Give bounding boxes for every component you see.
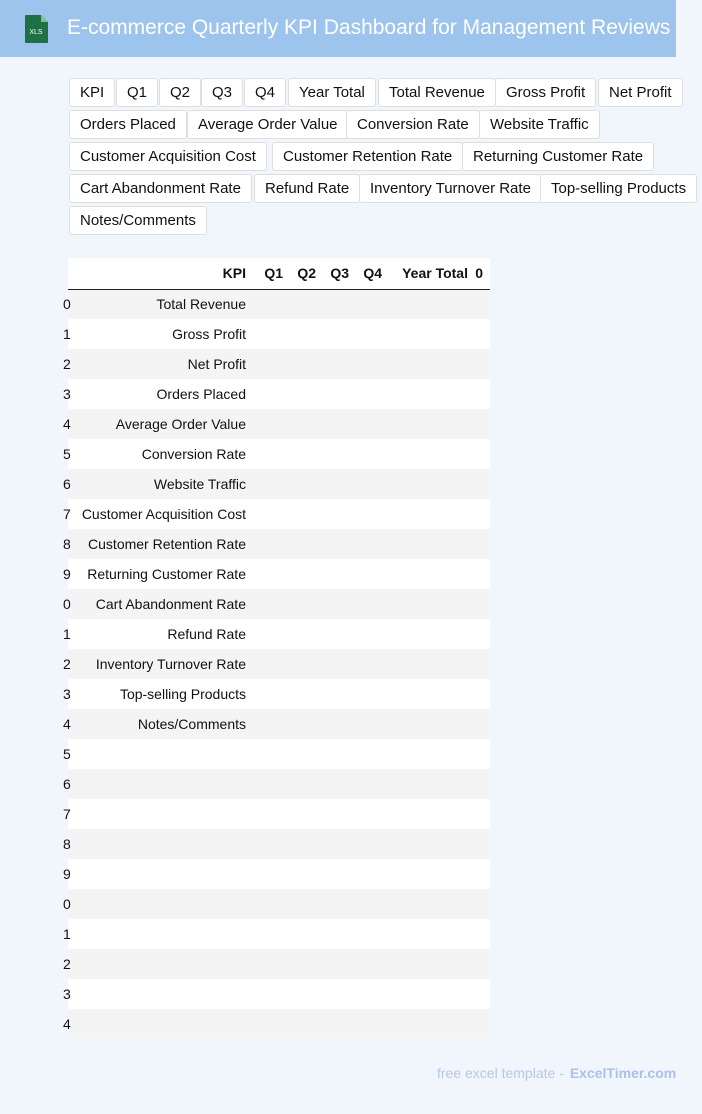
- value-cell: [349, 919, 382, 949]
- value-cell: [316, 829, 349, 859]
- row-index-label: 9: [63, 566, 71, 582]
- kpi-cell: Average Order Value: [115, 416, 246, 432]
- value-cell: [468, 859, 490, 889]
- table-row: [68, 499, 490, 529]
- value-cell: [349, 619, 382, 649]
- value-cell: [316, 469, 349, 499]
- kpi-cell: [74, 949, 250, 979]
- table-row: [68, 1009, 490, 1039]
- value-cell: [283, 979, 316, 1009]
- value-cell: [382, 529, 468, 559]
- value-cell: [468, 589, 490, 619]
- value-cell: [316, 409, 349, 439]
- kpi-table: [63, 258, 490, 1039]
- row-index-label: 0: [63, 896, 71, 912]
- kpi-cell: Conversion Rate: [141, 446, 246, 462]
- table-row: [68, 979, 490, 1009]
- kpi-cell: [74, 799, 250, 829]
- value-cell: [283, 559, 316, 589]
- value-cell: [382, 949, 468, 979]
- row-index-label: 8: [63, 536, 71, 552]
- value-cell: [349, 589, 382, 619]
- kpi-cell: Gross Profit: [172, 326, 246, 342]
- value-cell: [283, 439, 316, 469]
- value-cell: [250, 859, 283, 889]
- value-cell: [316, 889, 349, 919]
- value-cell: [250, 889, 283, 919]
- value-cell: [349, 949, 382, 979]
- value-cell: [316, 739, 349, 769]
- value-cell: [250, 379, 283, 409]
- value-cell: [349, 649, 382, 679]
- value-cell: [349, 439, 382, 469]
- value-cell: [468, 649, 490, 679]
- table-row: [68, 919, 490, 949]
- tag-gross-profit[interactable]: Gross Profit: [495, 78, 596, 107]
- row-index-label: 1: [63, 626, 71, 642]
- row-index-label: 8: [63, 836, 71, 852]
- value-cell: [250, 649, 283, 679]
- value-cell: [316, 589, 349, 619]
- kpi-cell: [74, 979, 250, 1009]
- value-cell: [250, 469, 283, 499]
- value-cell: [349, 739, 382, 769]
- value-cell: [283, 409, 316, 439]
- value-cell: [283, 769, 316, 799]
- value-cell: [349, 379, 382, 409]
- table-row: [68, 589, 490, 619]
- value-cell: [349, 319, 382, 349]
- kpi-cell: [74, 829, 250, 859]
- value-cell: [382, 649, 468, 679]
- value-cell: [382, 499, 468, 529]
- value-cell: [468, 949, 490, 979]
- value-cell: [468, 409, 490, 439]
- value-cell: [250, 919, 283, 949]
- table-row: [68, 649, 490, 679]
- column-header: 0: [468, 258, 490, 289]
- value-cell: [250, 829, 283, 859]
- kpi-cell: [74, 1009, 250, 1039]
- value-cell: [316, 529, 349, 559]
- table-row: [68, 889, 490, 919]
- value-cell: [250, 589, 283, 619]
- value-cell: [316, 559, 349, 589]
- value-cell: [283, 469, 316, 499]
- footer-brand-link[interactable]: ExcelTimer.com: [569, 1065, 677, 1081]
- table-row: [68, 619, 490, 649]
- value-cell: [382, 799, 468, 829]
- kpi-cell: Total Revenue: [156, 296, 246, 313]
- value-cell: [468, 829, 490, 859]
- value-cell: [349, 529, 382, 559]
- value-cell: [250, 769, 283, 799]
- table-row: [68, 409, 490, 439]
- table-row: [68, 829, 490, 859]
- value-cell: [283, 709, 316, 739]
- value-cell: [316, 859, 349, 889]
- page-header: [0, 0, 676, 57]
- value-cell: [316, 499, 349, 529]
- row-index-label: 7: [63, 506, 71, 522]
- table-row: [68, 349, 490, 379]
- value-cell: [283, 619, 316, 649]
- value-cell: [468, 349, 490, 379]
- value-cell: [382, 979, 468, 1009]
- row-index-label: 0: [63, 296, 71, 313]
- value-cell: [382, 349, 468, 379]
- value-cell: [349, 499, 382, 529]
- value-cell: [382, 889, 468, 919]
- tag-refund-rate[interactable]: Refund Rate: [254, 174, 360, 203]
- row-index-label: 4: [63, 416, 71, 432]
- value-cell: [349, 799, 382, 829]
- value-cell: [283, 289, 316, 319]
- tag-notes-comments[interactable]: Notes/Comments: [69, 206, 207, 235]
- tag-q2[interactable]: Q2: [159, 78, 201, 107]
- tag-website-traffic[interactable]: Website Traffic: [479, 110, 600, 139]
- row-index-label: 2: [63, 656, 71, 672]
- value-cell: [316, 799, 349, 829]
- tag-q1[interactable]: Q1: [116, 78, 158, 107]
- value-cell: [250, 1009, 283, 1039]
- value-cell: [250, 799, 283, 829]
- kpi-cell: [74, 769, 250, 799]
- row-index-label: 0: [63, 596, 71, 612]
- value-cell: [316, 649, 349, 679]
- value-cell: [382, 1009, 468, 1039]
- table-row: [68, 319, 490, 349]
- value-cell: [283, 589, 316, 619]
- value-cell: [283, 889, 316, 919]
- value-cell: [468, 739, 490, 769]
- value-cell: [468, 889, 490, 919]
- table-row: [68, 379, 490, 409]
- value-cell: [468, 289, 490, 319]
- value-cell: [382, 439, 468, 469]
- value-cell: [283, 649, 316, 679]
- value-cell: [316, 769, 349, 799]
- tag-returning-customer-rate[interactable]: Returning Customer Rate: [462, 142, 654, 171]
- value-cell: [349, 1009, 382, 1039]
- value-cell: [468, 319, 490, 349]
- value-cell: [382, 919, 468, 949]
- value-cell: [316, 1009, 349, 1039]
- value-cell: [250, 349, 283, 379]
- value-cell: [316, 949, 349, 979]
- value-cell: [283, 799, 316, 829]
- value-cell: [468, 379, 490, 409]
- tag-customer-acquisition-cost[interactable]: Customer Acquisition Cost: [69, 142, 267, 171]
- kpi-cell: [74, 739, 250, 769]
- row-index-label: 6: [63, 476, 71, 492]
- footer-text: free excel template -: [437, 1065, 564, 1081]
- value-cell: [468, 979, 490, 1009]
- kpi-cell: Website Traffic: [153, 476, 246, 492]
- row-index-label: 4: [63, 716, 71, 732]
- row-index-label: 3: [63, 686, 71, 702]
- table-row: [68, 559, 490, 589]
- value-cell: [250, 679, 283, 709]
- kpi-cell: Refund Rate: [167, 626, 246, 642]
- value-cell: [283, 859, 316, 889]
- kpi-cell: Customer Acquisition Cost: [81, 506, 246, 522]
- value-cell: [283, 319, 316, 349]
- value-cell: [250, 739, 283, 769]
- kpi-cell: Customer Retention Rate: [88, 536, 246, 552]
- table-row: [68, 679, 490, 709]
- value-cell: [316, 289, 349, 319]
- value-cell: [316, 919, 349, 949]
- value-cell: [468, 679, 490, 709]
- value-cell: [382, 319, 468, 349]
- kpi-table-container: [63, 258, 490, 1039]
- kpi-cell: Returning Customer Rate: [87, 566, 246, 582]
- value-cell: [250, 949, 283, 979]
- kpi-cell: Orders Placed: [156, 386, 246, 402]
- value-cell: [250, 439, 283, 469]
- value-cell: [382, 679, 468, 709]
- value-cell: [468, 439, 490, 469]
- value-cell: [382, 829, 468, 859]
- table-row: [68, 709, 490, 739]
- value-cell: [349, 409, 382, 439]
- footer: [437, 1065, 676, 1081]
- value-cell: [349, 289, 382, 319]
- xls-file-icon: [22, 14, 50, 44]
- value-cell: [382, 739, 468, 769]
- tag-conversion-rate[interactable]: Conversion Rate: [346, 110, 480, 139]
- tag-total-revenue[interactable]: Total Revenue: [378, 78, 496, 107]
- table-row: [68, 799, 490, 829]
- table-row: [68, 769, 490, 799]
- column-header: Q1: [250, 258, 283, 289]
- tag-orders-placed[interactable]: Orders Placed: [69, 110, 187, 139]
- tag-top-selling-products[interactable]: Top-selling Products: [540, 174, 697, 203]
- value-cell: [468, 769, 490, 799]
- value-cell: [316, 679, 349, 709]
- value-cell: [250, 979, 283, 1009]
- kpi-cell: Top-selling Products: [119, 686, 246, 702]
- value-cell: [250, 559, 283, 589]
- tag-year-total[interactable]: Year Total: [288, 78, 376, 107]
- value-cell: [382, 769, 468, 799]
- table-header-row: [68, 258, 490, 289]
- value-cell: [283, 679, 316, 709]
- value-cell: [349, 769, 382, 799]
- tag-q4[interactable]: Q4: [244, 78, 286, 107]
- value-cell: [468, 1009, 490, 1039]
- value-cell: [250, 319, 283, 349]
- kpi-cell: [74, 889, 250, 919]
- row-index-label: 1: [63, 926, 71, 942]
- row-index-label: 5: [63, 746, 71, 762]
- column-header: KPI: [74, 258, 250, 289]
- value-cell: [468, 469, 490, 499]
- value-cell: [283, 739, 316, 769]
- value-cell: [316, 379, 349, 409]
- value-cell: [468, 799, 490, 829]
- column-header: Year Total: [382, 258, 468, 289]
- table-row: [68, 859, 490, 889]
- kpi-cell: [74, 859, 250, 889]
- value-cell: [468, 709, 490, 739]
- value-cell: [316, 979, 349, 1009]
- value-cell: [349, 889, 382, 919]
- kpi-cell: Notes/Comments: [137, 716, 246, 732]
- value-cell: [349, 829, 382, 859]
- tag-cart-abandonment-rate[interactable]: Cart Abandonment Rate: [69, 174, 252, 203]
- tag-customer-retention-rate[interactable]: Customer Retention Rate: [272, 142, 463, 171]
- row-index-label: 9: [63, 866, 71, 882]
- value-cell: [382, 409, 468, 439]
- table-row: [68, 949, 490, 979]
- value-cell: [349, 979, 382, 1009]
- table-row: [68, 289, 490, 319]
- kpi-cell: Inventory Turnover Rate: [95, 656, 246, 672]
- kpi-cell: [74, 919, 250, 949]
- value-cell: [283, 919, 316, 949]
- value-cell: [382, 859, 468, 889]
- tag-inventory-turnover-rate[interactable]: Inventory Turnover Rate: [359, 174, 542, 203]
- value-cell: [349, 559, 382, 589]
- value-cell: [382, 469, 468, 499]
- value-cell: [250, 619, 283, 649]
- column-header: Q3: [316, 258, 349, 289]
- row-index-label: 6: [63, 776, 71, 792]
- value-cell: [468, 619, 490, 649]
- value-cell: [250, 529, 283, 559]
- value-cell: [283, 1009, 316, 1039]
- svg-text:XLS: XLS: [29, 29, 43, 36]
- value-cell: [382, 709, 468, 739]
- value-cell: [283, 529, 316, 559]
- table-row: [68, 469, 490, 499]
- value-cell: [382, 379, 468, 409]
- value-cell: [316, 319, 349, 349]
- value-cell: [250, 499, 283, 529]
- value-cell: [283, 949, 316, 979]
- value-cell: [250, 289, 283, 319]
- row-index-label: 2: [63, 956, 71, 972]
- value-cell: [349, 859, 382, 889]
- table-row: [68, 529, 490, 559]
- tag-net-profit[interactable]: Net Profit: [598, 78, 683, 107]
- value-cell: [250, 709, 283, 739]
- value-cell: [468, 919, 490, 949]
- kpi-cell: Net Profit: [187, 356, 246, 372]
- kpi-cell: Cart Abandonment Rate: [95, 596, 246, 612]
- row-index-label: 1: [63, 326, 71, 342]
- tag-q3[interactable]: Q3: [201, 78, 243, 107]
- value-cell: [382, 589, 468, 619]
- row-index-label: 3: [63, 386, 71, 402]
- value-cell: [283, 379, 316, 409]
- value-cell: [250, 409, 283, 439]
- value-cell: [283, 499, 316, 529]
- table-row: [68, 739, 490, 769]
- column-header: Q2: [283, 258, 316, 289]
- value-cell: [382, 619, 468, 649]
- tag-kpi[interactable]: KPI: [69, 78, 115, 107]
- row-index-label: 3: [63, 986, 71, 1002]
- row-index-label: 7: [63, 806, 71, 822]
- value-cell: [349, 709, 382, 739]
- value-cell: [349, 349, 382, 379]
- value-cell: [283, 829, 316, 859]
- value-cell: [316, 619, 349, 649]
- value-cell: [349, 469, 382, 499]
- row-index-label: 5: [63, 446, 71, 462]
- value-cell: [283, 349, 316, 379]
- tag-average-order-value[interactable]: Average Order Value: [187, 110, 349, 139]
- value-cell: [349, 679, 382, 709]
- value-cell: [468, 499, 490, 529]
- value-cell: [316, 439, 349, 469]
- column-header: Q4: [349, 258, 382, 289]
- value-cell: [468, 529, 490, 559]
- row-index-label: 4: [63, 1016, 71, 1032]
- value-cell: [382, 559, 468, 589]
- value-cell: [316, 349, 349, 379]
- value-cell: [382, 289, 468, 319]
- value-cell: [468, 559, 490, 589]
- value-cell: [316, 709, 349, 739]
- page-title: E-commerce Quarterly KPI Dashboard for Management Reviews: [67, 16, 671, 39]
- row-index-label: 2: [63, 356, 71, 372]
- table-row: [68, 439, 490, 469]
